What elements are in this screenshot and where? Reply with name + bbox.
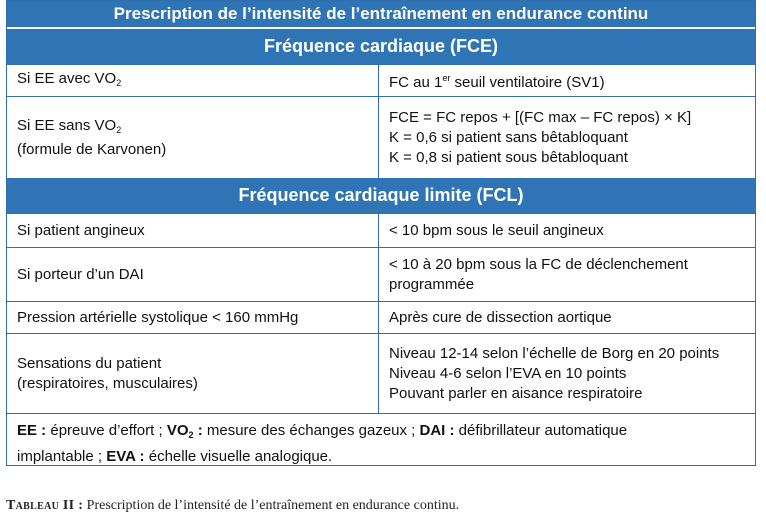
prescription-table	[6, 0, 756, 466]
caption-text: Prescription de l’intensité de l’entraînement en endurance continu.	[83, 498, 460, 513]
row-value: FC au 1er seuil ventilatoire (SV1)	[389, 73, 605, 91]
table-row	[7, 333, 755, 413]
row-condition: Si porteur d’un DAI	[7, 248, 379, 301]
table-row	[7, 247, 755, 301]
row-condition: Si patient angineux	[7, 214, 379, 247]
section-header-fce: Fréquence cardiaque (FCE)	[7, 29, 755, 64]
row-condition: Sensations du patient (respiratoires, musculaires)	[7, 334, 379, 413]
row-value: Niveau 12-14 selon l’échelle de Borg en 20 points Niveau 4-6 selon l’EVA en 10 points Pouvant parler en aisance respiratoire	[389, 344, 720, 402]
caption-label: Tableau II :	[6, 498, 84, 513]
row-condition: Pression artérielle systolique < 160 mmHg	[7, 302, 379, 333]
table-caption	[6, 498, 459, 514]
section-header-fcl: Fréquence cardiaque limite (FCL)	[7, 178, 755, 213]
row-condition: Si EE sans $VO_2$ (formule de Karvonen)	[7, 97, 379, 178]
row-value: Après cure de dissection aortique	[389, 308, 612, 326]
row-value: < 10 à 20 bpm sous la FC de déclenchement programmée	[389, 255, 688, 293]
row-value: < 10 bpm sous le seuil angineux	[389, 221, 604, 239]
table-row	[7, 64, 755, 96]
row-condition: Si EE avec $VO_2$	[7, 65, 379, 96]
table-footnote: EE : épreuve d’effort ; $VO_2$ : mesure des échanges gazeux ; DAI : défibrillateur automatique implantable ; EVA : échelle visuelle analogique.	[7, 413, 755, 465]
table-row	[7, 96, 755, 178]
table-row	[7, 213, 755, 247]
table-title: Prescription de l’intensité de l’entraînement en endurance continu	[7, 1, 755, 29]
table-row	[7, 301, 755, 333]
row-value: FCE = FC repos + [(FC max – FC repos) × K] K = 0,6 si patient sans bêtabloquant K = 0,8 si patient sous bêtabloquant	[389, 108, 692, 166]
